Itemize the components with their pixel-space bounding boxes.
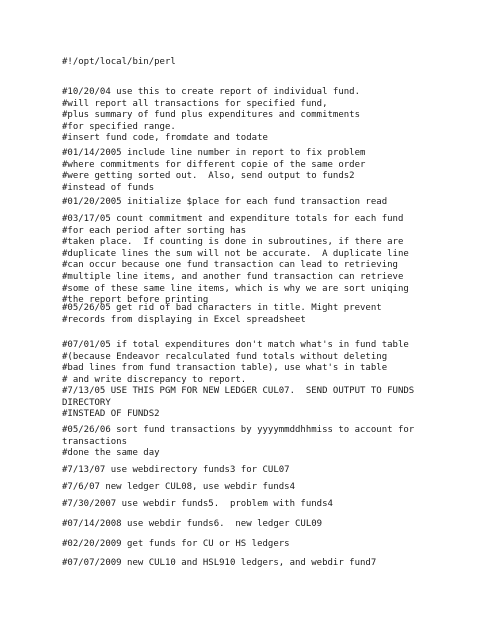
comment-line-2007-07-13: #7/13/07 use webdirectory funds3 for CUL07 bbox=[62, 465, 290, 475]
comment-block-2005-03-17: #03/17/05 count commitment and expenditure totals for each fund #for each period after sorting has #taken place. If counting is done in subroutines, if there are #duplicate lines the sum will not be accurate. A duplicate line #can occur because one fund transaction can lead to retrieving #multiple line items, and another fund transaction can retrieve #some of these same line items, which is why we are sort uniqing #the report before printing bbox=[62, 214, 409, 306]
comment-block-2005-07-13: #7/13/05 USE THIS PGM FOR NEW LEDGER CUL07. SEND OUTPUT TO FUNDS DIRECTORY #INSTEAD OF FUNDS2 bbox=[62, 386, 415, 420]
comment-block-2005-05-26: #05/26/05 get rid of bad characters in title. Might prevent #records from displaying in Excel spreadsheet bbox=[62, 303, 382, 325]
comment-line-2008-07-14: #07/14/2008 use webdir funds6. new ledger CUL09 bbox=[62, 519, 323, 529]
comment-line-2009-02-20: #02/20/2009 get funds for CU or HS ledgers bbox=[62, 539, 290, 549]
comment-line-2007-07-06: #7/6/07 new ledger CUL08, use webdir funds4 bbox=[62, 482, 295, 492]
comment-block-2004-10-20: #10/20/04 use this to create report of individual fund. #will report all transactions for specified fund, #plus summary of fund plus expenditures and commitments #for specified range. #insert fund code, fromdate and todate bbox=[62, 87, 361, 144]
comment-block-2006-05-26: #05/26/06 sort fund transactions by yyyymmddhhmiss to account for transactions #done the same day bbox=[62, 425, 415, 459]
comment-line-2009-07-07: #07/07/2009 new CUL10 and HSL910 ledgers, and webdir fund7 bbox=[62, 558, 377, 568]
shebang-line: #!/opt/local/bin/perl bbox=[62, 57, 176, 67]
comment-line-2007-07-30: #7/30/2007 use webdir funds5. problem with funds4 bbox=[62, 499, 333, 509]
comment-block-2005-07-01: #07/01/05 if total expenditures don't match what's in fund table #(because Endeavor recalculated fund totals without deleting #bad lines from fund transaction table), use what's in table # and write discrepancy to report. bbox=[62, 340, 409, 385]
comment-block-2005-01-14: #01/14/2005 include line number in report to fix problem #where commitments for different copie of the same order #were getting sorted out. Also, send output to funds2 #instead of funds bbox=[62, 148, 366, 193]
comment-block-2005-01-20: #01/20/2005 initialize $place for each fund transaction read bbox=[62, 197, 388, 207]
